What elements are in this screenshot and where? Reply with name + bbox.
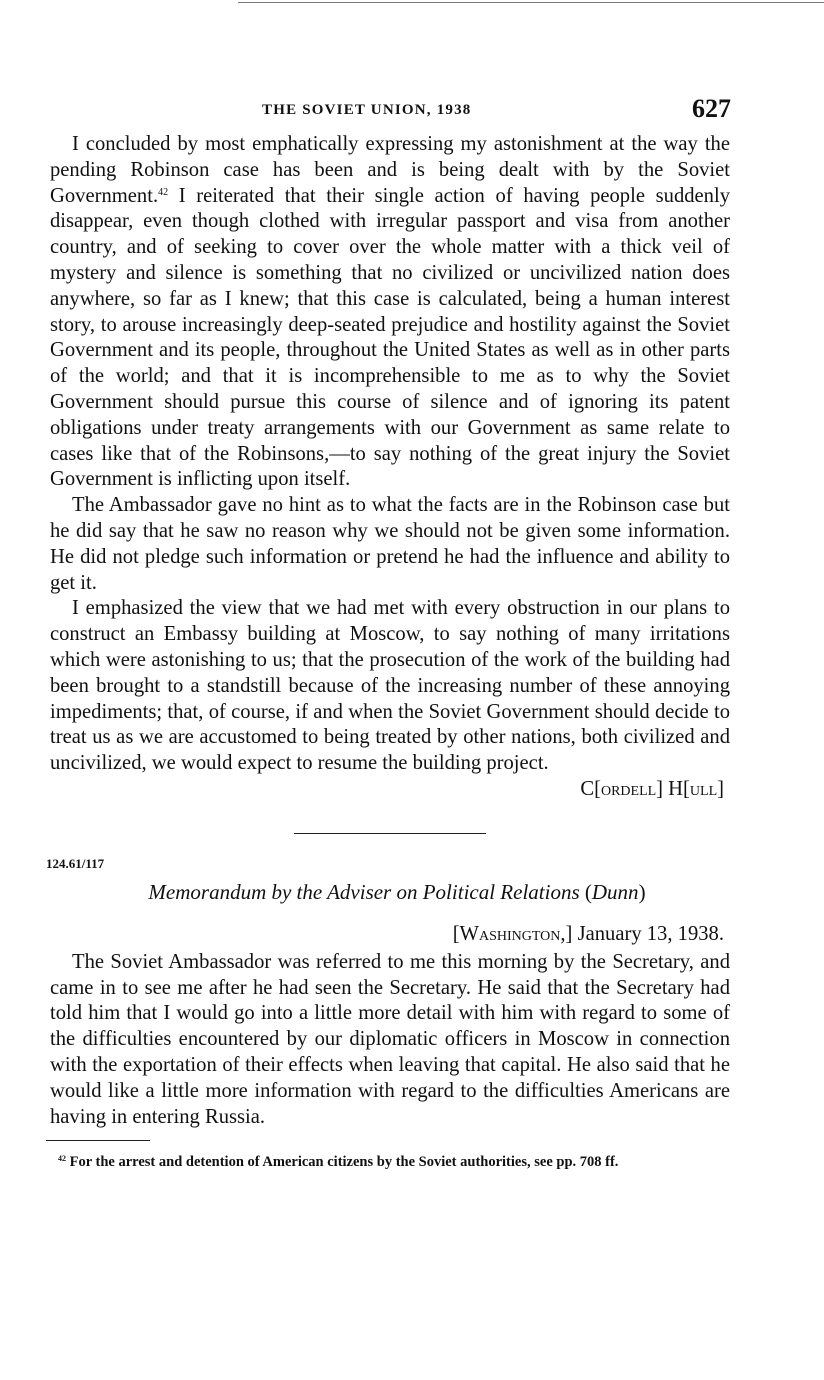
footnote	[46, 1153, 730, 1171]
paragraph-robinson-case	[50, 132, 730, 493]
paragraph-text: I reiterated that their single action of having people suddenly disappear, even though clothed with irregular passport and visa from another country, and of seeking to cover over the whole matter with a thick veil of mystery and silence is something that no civilized or uncivilized nation does anywhere, so far as I knew; that this case is calculated, being a human interest story, to arouse increasingly deep-seated prejudice and hostility against the Soviet Government and its people, throughout the United States as well as in other parts of the world; and that it is incomprehensible to me as to why the Soviet Government should pursue this course of silence and of ignoring its patent obligations under treaty arrangements with our Government as same relate to cases like that of the Robinsons,—to say nothing of the great injury the Soviet Government is inflicting upon itself.	[50, 184, 730, 491]
page-number: 627	[692, 94, 731, 123]
memo-dateline	[50, 923, 730, 946]
memo-title-paren: (	[579, 879, 592, 904]
top-edge-rule	[238, 2, 824, 3]
file-number: 124.61/117	[46, 855, 105, 871]
signature-part: C[	[580, 777, 601, 800]
footnote-rule	[46, 1140, 150, 1141]
paragraph-embassy-building: I emphasized the view that we had met with every obstruction in our plans to construct an Embassy building at Moscow, to say nothing of many irritations which were astonishing to us; that the prosecution of the work of the building had been brought to a standstill because of the increasing number of these annoying impediments; that, of course, if and when the Soviet Government should decide to treat us as we are accustomed to being treated by other nations, both civilized and uncivilized, we would expect to resume the building project.	[50, 597, 730, 775]
paragraph-ambassador-reply: The Ambassador gave no hint as to what the facts are in the Robinson case but he did say that he saw no reason why we should not be given some information. He did not pledge such information or pretend he had the influence and ability to get it.	[50, 494, 730, 594]
dateline-part: [	[452, 922, 460, 945]
running-head-title: THE SOVIET UNION, 1938	[262, 102, 472, 118]
signature-part: ] H[	[656, 777, 690, 800]
memo-title	[64, 880, 730, 905]
dateline-date: January 13, 1938.	[572, 922, 724, 945]
footnote-reference: 42	[158, 186, 169, 198]
signature-part: ordell	[600, 777, 657, 800]
memo-title-main: Memorandum by the Adviser on Political Relations	[148, 879, 580, 904]
footnote-text: For the arrest and detention of American citizens by the Soviet authorities, see pp. 708 ff.	[66, 1154, 619, 1171]
dateline-part: ,]	[560, 922, 573, 945]
signature	[50, 777, 730, 803]
section-divider	[294, 833, 486, 834]
memo-title-author: Dunn	[591, 879, 639, 904]
footnote-number: 42	[58, 1154, 66, 1164]
memo-body-paragraph: The Soviet Ambassador was referred to me this morning by the Secretary, and came in to see me after he had seen the Secretary. He said that the Secretary had told him that I would go into a little more detail with him with regard to some of the difficulties encountered by our diplomatic officers in Moscow in connection with the exportation of their effects when leaving that capital. He also said that he would like a little more information with regard to the difficulties Americans are having in entering Russia.	[50, 950, 730, 1128]
running-head	[50, 92, 730, 132]
document-page	[46, 92, 731, 1171]
signature-part: ull	[689, 777, 718, 800]
paragraph-text: I concluded by most emphatically expressing my astonishment at the way the pending Robinson case has been and is being dealt with by the Soviet Government.	[50, 133, 730, 207]
dateline-place: Washington	[459, 922, 561, 945]
memo-title-paren: )	[638, 879, 646, 904]
signature-part: ]	[717, 777, 724, 800]
